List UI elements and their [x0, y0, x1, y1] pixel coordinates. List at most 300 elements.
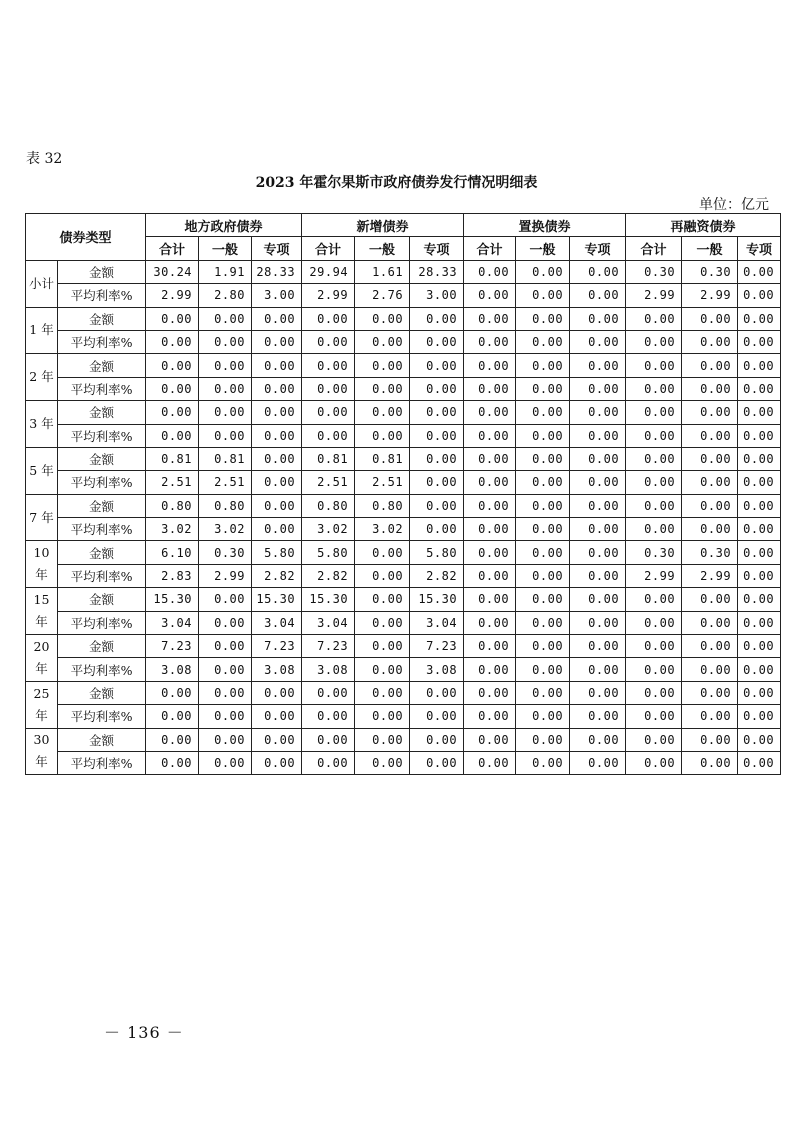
value-cell: 0.00	[252, 518, 302, 541]
bond-type-header: 债券类型	[26, 214, 146, 261]
value-cell: 0.00	[464, 471, 516, 494]
value-cell: 0.00	[302, 377, 355, 400]
term-label: 15 年	[26, 588, 58, 635]
value-cell: 0.00	[252, 330, 302, 353]
value-cell: 5.80	[302, 541, 355, 564]
value-cell: 30.24	[146, 260, 199, 283]
value-cell: 0.00	[464, 658, 516, 681]
subcolumn-header: 专项	[252, 237, 302, 260]
value-cell: 0.00	[146, 728, 199, 751]
value-cell: 0.00	[570, 424, 626, 447]
value-cell: 0.00	[302, 705, 355, 728]
value-cell: 0.00	[570, 518, 626, 541]
value-cell: 0.00	[626, 330, 682, 353]
term-label: 2 年	[26, 354, 58, 401]
value-cell: 0.00	[682, 471, 738, 494]
value-cell: 0.00	[355, 401, 410, 424]
value-cell: 0.00	[516, 377, 570, 400]
value-cell: 3.00	[410, 284, 464, 307]
value-cell: 0.00	[626, 424, 682, 447]
value-cell: 0.00	[738, 354, 781, 377]
value-cell: 0.00	[252, 705, 302, 728]
value-cell: 0.00	[410, 377, 464, 400]
value-cell: 0.00	[516, 728, 570, 751]
value-cell: 0.00	[464, 751, 516, 774]
value-cell: 0.00	[199, 751, 252, 774]
table-row	[26, 284, 781, 307]
value-cell: 0.00	[252, 307, 302, 330]
value-cell: 0.00	[682, 354, 738, 377]
metric-label-amount: 金额	[58, 588, 146, 611]
value-cell: 0.00	[146, 681, 199, 704]
value-cell: 0.00	[410, 307, 464, 330]
value-cell: 0.00	[146, 751, 199, 774]
value-cell: 15.30	[410, 588, 464, 611]
value-cell: 0.00	[738, 260, 781, 283]
value-cell: 0.00	[410, 494, 464, 517]
value-cell: 0.00	[682, 377, 738, 400]
value-cell: 0.00	[570, 541, 626, 564]
value-cell: 3.02	[355, 518, 410, 541]
value-cell: 0.81	[199, 447, 252, 470]
term-label: 25 年	[26, 681, 58, 728]
value-cell: 0.81	[302, 447, 355, 470]
metric-label-rate: 平均利率%	[58, 564, 146, 587]
value-cell: 0.00	[410, 471, 464, 494]
value-cell: 0.00	[355, 658, 410, 681]
value-cell: 0.00	[355, 705, 410, 728]
value-cell: 0.00	[464, 705, 516, 728]
value-cell: 0.00	[516, 588, 570, 611]
value-cell: 0.00	[302, 728, 355, 751]
value-cell: 0.00	[464, 728, 516, 751]
value-cell: 0.00	[738, 541, 781, 564]
page-number: － 136 －	[104, 1023, 184, 1042]
value-cell: 0.00	[570, 471, 626, 494]
metric-label-amount: 金额	[58, 307, 146, 330]
metric-label-rate: 平均利率%	[58, 518, 146, 541]
value-cell: 0.00	[355, 588, 410, 611]
subcolumn-header: 合计	[464, 237, 516, 260]
value-cell: 0.00	[410, 705, 464, 728]
value-cell: 1.91	[199, 260, 252, 283]
value-cell: 0.00	[199, 401, 252, 424]
value-cell: 0.00	[252, 681, 302, 704]
value-cell: 0.00	[738, 447, 781, 470]
value-cell: 0.00	[252, 728, 302, 751]
value-cell: 0.00	[410, 330, 464, 353]
value-cell: 5.80	[252, 541, 302, 564]
value-cell: 0.00	[199, 658, 252, 681]
value-cell: 2.99	[682, 284, 738, 307]
table-row	[26, 354, 781, 377]
value-cell: 0.00	[570, 307, 626, 330]
term-label: 20 年	[26, 635, 58, 682]
value-cell: 3.04	[302, 611, 355, 634]
table-row	[26, 494, 781, 517]
value-cell: 0.30	[626, 260, 682, 283]
value-cell: 0.00	[252, 751, 302, 774]
table-row	[26, 611, 781, 634]
table-row	[26, 424, 781, 447]
value-cell: 0.00	[516, 471, 570, 494]
unit-label: 单位：亿元	[699, 197, 769, 213]
value-cell: 0.00	[410, 518, 464, 541]
value-cell: 0.00	[355, 611, 410, 634]
value-cell: 0.00	[626, 611, 682, 634]
value-cell: 0.00	[626, 705, 682, 728]
value-cell: 0.00	[355, 751, 410, 774]
value-cell: 0.00	[199, 424, 252, 447]
value-cell: 0.00	[682, 588, 738, 611]
value-cell: 0.00	[355, 424, 410, 447]
value-cell: 0.00	[464, 354, 516, 377]
table-row	[26, 635, 781, 658]
table-row	[26, 681, 781, 704]
value-cell: 0.00	[252, 424, 302, 447]
table-row	[26, 330, 781, 353]
value-cell: 0.00	[464, 681, 516, 704]
value-cell: 28.33	[410, 260, 464, 283]
metric-label-rate: 平均利率%	[58, 424, 146, 447]
value-cell: 0.00	[146, 377, 199, 400]
value-cell: 0.30	[682, 541, 738, 564]
table-row	[26, 447, 781, 470]
subcolumn-header: 一般	[199, 237, 252, 260]
value-cell: 0.00	[682, 681, 738, 704]
value-cell: 0.00	[682, 705, 738, 728]
value-cell: 0.00	[464, 635, 516, 658]
value-cell: 0.00	[302, 681, 355, 704]
value-cell: 0.00	[146, 307, 199, 330]
value-cell: 2.99	[146, 284, 199, 307]
value-cell: 0.00	[682, 751, 738, 774]
subcolumn-header: 专项	[738, 237, 781, 260]
value-cell: 0.00	[199, 728, 252, 751]
value-cell: 0.00	[355, 330, 410, 353]
value-cell: 0.00	[464, 260, 516, 283]
value-cell: 0.00	[516, 518, 570, 541]
metric-label-rate: 平均利率%	[58, 330, 146, 353]
value-cell: 3.02	[302, 518, 355, 541]
value-cell: 0.00	[464, 518, 516, 541]
value-cell: 2.80	[199, 284, 252, 307]
value-cell: 0.00	[738, 471, 781, 494]
value-cell: 0.00	[570, 494, 626, 517]
value-cell: 0.00	[570, 284, 626, 307]
subcolumn-header: 专项	[410, 237, 464, 260]
value-cell: 0.00	[570, 635, 626, 658]
table-row	[26, 588, 781, 611]
value-cell: 6.10	[146, 541, 199, 564]
value-cell: 15.30	[302, 588, 355, 611]
value-cell: 0.00	[516, 307, 570, 330]
value-cell: 0.00	[570, 705, 626, 728]
table-row	[26, 751, 781, 774]
metric-label-amount: 金额	[58, 260, 146, 283]
value-cell: 0.00	[199, 377, 252, 400]
value-cell: 2.51	[355, 471, 410, 494]
page-title: 2023 年霍尔果斯市政府债券发行情况明细表	[255, 175, 538, 191]
group-header-local-gov: 地方政府债券	[146, 214, 302, 237]
value-cell: 0.00	[410, 424, 464, 447]
value-cell: 0.00	[682, 658, 738, 681]
value-cell: 0.00	[682, 611, 738, 634]
value-cell: 0.00	[682, 494, 738, 517]
value-cell: 2.76	[355, 284, 410, 307]
metric-label-amount: 金额	[58, 728, 146, 751]
value-cell: 0.00	[626, 447, 682, 470]
value-cell: 0.00	[410, 354, 464, 377]
value-cell: 0.30	[199, 541, 252, 564]
group-header-refinancing: 再融资债券	[626, 214, 781, 237]
value-cell: 0.00	[738, 564, 781, 587]
value-cell: 0.00	[464, 541, 516, 564]
value-cell: 0.00	[738, 424, 781, 447]
value-cell: 0.00	[570, 588, 626, 611]
metric-label-amount: 金额	[58, 447, 146, 470]
value-cell: 0.80	[146, 494, 199, 517]
value-cell: 0.00	[738, 635, 781, 658]
value-cell: 3.08	[146, 658, 199, 681]
value-cell: 0.00	[570, 260, 626, 283]
value-cell: 0.00	[302, 307, 355, 330]
subcolumn-header: 一般	[682, 237, 738, 260]
value-cell: 0.00	[464, 447, 516, 470]
table-number-label: 表 32	[26, 151, 63, 167]
value-cell: 0.00	[570, 354, 626, 377]
value-cell: 0.00	[464, 377, 516, 400]
value-cell: 0.00	[252, 494, 302, 517]
value-cell: 0.00	[146, 705, 199, 728]
value-cell: 0.00	[199, 635, 252, 658]
table-row	[26, 307, 781, 330]
value-cell: 0.00	[199, 588, 252, 611]
value-cell: 0.00	[252, 471, 302, 494]
value-cell: 5.80	[410, 541, 464, 564]
metric-label-amount: 金额	[58, 401, 146, 424]
table-row	[26, 658, 781, 681]
value-cell: 0.00	[738, 330, 781, 353]
value-cell: 15.30	[252, 588, 302, 611]
value-cell: 2.51	[199, 471, 252, 494]
value-cell: 0.00	[626, 471, 682, 494]
value-cell: 0.00	[146, 354, 199, 377]
group-header-replacement: 置换债券	[464, 214, 626, 237]
value-cell: 0.00	[570, 447, 626, 470]
metric-label-amount: 金额	[58, 635, 146, 658]
value-cell: 0.00	[355, 681, 410, 704]
value-cell: 0.00	[516, 635, 570, 658]
value-cell: 2.99	[626, 564, 682, 587]
value-cell: 0.00	[682, 307, 738, 330]
value-cell: 0.00	[516, 354, 570, 377]
value-cell: 0.00	[146, 424, 199, 447]
value-cell: 2.99	[682, 564, 738, 587]
table-row	[26, 705, 781, 728]
value-cell: 0.00	[516, 705, 570, 728]
value-cell: 0.00	[626, 518, 682, 541]
metric-label-amount: 金额	[58, 494, 146, 517]
value-cell: 3.02	[199, 518, 252, 541]
value-cell: 0.00	[355, 635, 410, 658]
value-cell: 2.51	[302, 471, 355, 494]
value-cell: 0.00	[738, 611, 781, 634]
value-cell: 0.00	[516, 284, 570, 307]
metric-label-rate: 平均利率%	[58, 611, 146, 634]
value-cell: 0.00	[626, 307, 682, 330]
value-cell: 0.30	[682, 260, 738, 283]
value-cell: 0.00	[626, 658, 682, 681]
value-cell: 0.00	[199, 307, 252, 330]
group-header-new: 新增债券	[302, 214, 464, 237]
value-cell: 0.00	[570, 681, 626, 704]
value-cell: 2.82	[252, 564, 302, 587]
value-cell: 0.00	[302, 424, 355, 447]
value-cell: 0.00	[738, 377, 781, 400]
value-cell: 0.00	[464, 611, 516, 634]
value-cell: 3.04	[252, 611, 302, 634]
metric-label-rate: 平均利率%	[58, 751, 146, 774]
table-row	[26, 564, 781, 587]
value-cell: 0.00	[252, 401, 302, 424]
table-row	[26, 541, 781, 564]
value-cell: 15.30	[146, 588, 199, 611]
metric-label-amount: 金额	[58, 681, 146, 704]
value-cell: 0.00	[570, 401, 626, 424]
value-cell: 0.00	[355, 354, 410, 377]
value-cell: 0.00	[199, 330, 252, 353]
bond-issuance-table	[25, 213, 781, 775]
value-cell: 0.00	[516, 541, 570, 564]
value-cell: 2.82	[410, 564, 464, 587]
metric-label-rate: 平均利率%	[58, 705, 146, 728]
value-cell: 0.00	[516, 564, 570, 587]
value-cell: 0.00	[199, 681, 252, 704]
value-cell: 0.00	[199, 611, 252, 634]
value-cell: 0.00	[626, 751, 682, 774]
value-cell: 3.08	[410, 658, 464, 681]
value-cell: 0.00	[355, 564, 410, 587]
value-cell: 0.80	[355, 494, 410, 517]
value-cell: 0.00	[410, 728, 464, 751]
value-cell: 0.00	[252, 447, 302, 470]
value-cell: 0.00	[464, 330, 516, 353]
value-cell: 0.00	[464, 424, 516, 447]
value-cell: 0.00	[570, 728, 626, 751]
value-cell: 0.00	[464, 588, 516, 611]
value-cell: 0.00	[738, 658, 781, 681]
value-cell: 0.00	[410, 447, 464, 470]
term-label: 1 年	[26, 307, 58, 354]
value-cell: 0.00	[682, 635, 738, 658]
value-cell: 0.00	[464, 284, 516, 307]
value-cell: 3.00	[252, 284, 302, 307]
subcolumn-header: 合计	[302, 237, 355, 260]
value-cell: 7.23	[410, 635, 464, 658]
value-cell: 3.08	[302, 658, 355, 681]
value-cell: 0.00	[302, 330, 355, 353]
value-cell: 0.00	[516, 401, 570, 424]
value-cell: 0.00	[626, 354, 682, 377]
value-cell: 0.00	[355, 541, 410, 564]
term-label: 小计	[26, 260, 58, 307]
value-cell: 0.00	[738, 705, 781, 728]
value-cell: 0.00	[355, 377, 410, 400]
value-cell: 0.00	[516, 751, 570, 774]
value-cell: 0.00	[738, 518, 781, 541]
value-cell: 0.00	[464, 401, 516, 424]
value-cell: 0.00	[738, 751, 781, 774]
value-cell: 0.81	[146, 447, 199, 470]
metric-label-amount: 金额	[58, 354, 146, 377]
value-cell: 7.23	[252, 635, 302, 658]
table-row	[26, 728, 781, 751]
value-cell: 3.08	[252, 658, 302, 681]
value-cell: 0.00	[682, 424, 738, 447]
value-cell: 0.00	[410, 401, 464, 424]
value-cell: 0.00	[570, 751, 626, 774]
value-cell: 0.00	[682, 728, 738, 751]
value-cell: 0.30	[626, 541, 682, 564]
value-cell: 2.51	[146, 471, 199, 494]
value-cell: 0.00	[410, 751, 464, 774]
value-cell: 0.00	[738, 307, 781, 330]
value-cell: 0.00	[464, 564, 516, 587]
value-cell: 0.00	[516, 681, 570, 704]
value-cell: 0.00	[516, 494, 570, 517]
table-row	[26, 401, 781, 424]
term-label: 30 年	[26, 728, 58, 775]
table-row	[26, 377, 781, 400]
value-cell: 0.00	[682, 330, 738, 353]
table-row	[26, 518, 781, 541]
value-cell: 0.00	[626, 728, 682, 751]
value-cell: 0.00	[626, 377, 682, 400]
value-cell: 0.00	[682, 401, 738, 424]
value-cell: 0.00	[738, 401, 781, 424]
value-cell: 0.00	[516, 424, 570, 447]
value-cell: 0.00	[738, 728, 781, 751]
value-cell: 0.00	[570, 564, 626, 587]
subcolumn-header: 专项	[570, 237, 626, 260]
value-cell: 0.00	[516, 260, 570, 283]
value-cell: 0.00	[464, 494, 516, 517]
value-cell: 28.33	[252, 260, 302, 283]
value-cell: 0.00	[626, 401, 682, 424]
value-cell: 0.00	[516, 447, 570, 470]
value-cell: 0.00	[516, 330, 570, 353]
value-cell: 0.00	[355, 307, 410, 330]
value-cell: 0.00	[738, 681, 781, 704]
metric-label-rate: 平均利率%	[58, 284, 146, 307]
value-cell: 2.99	[199, 564, 252, 587]
subcolumn-header: 合计	[146, 237, 199, 260]
value-cell: 0.00	[516, 611, 570, 634]
value-cell: 0.00	[626, 635, 682, 658]
value-cell: 0.00	[252, 377, 302, 400]
value-cell: 0.00	[682, 518, 738, 541]
value-cell: 3.04	[146, 611, 199, 634]
value-cell: 0.00	[682, 447, 738, 470]
value-cell: 3.02	[146, 518, 199, 541]
value-cell: 0.80	[199, 494, 252, 517]
value-cell: 0.00	[146, 330, 199, 353]
term-label: 10 年	[26, 541, 58, 588]
header-row-groups	[26, 214, 781, 237]
table-row	[26, 260, 781, 283]
value-cell: 0.81	[355, 447, 410, 470]
